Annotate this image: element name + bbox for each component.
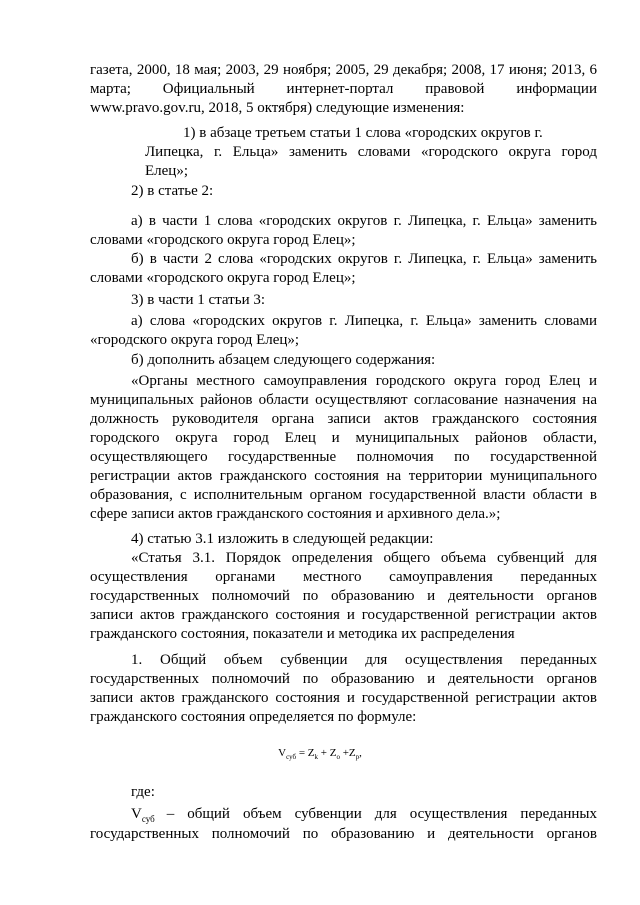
text-line: государственных полномочий по образованию и деятельности органов	[90, 826, 597, 842]
text-line: www.pravo.gov.ru, 2018, 5 октября) следующие изменения:	[90, 100, 465, 116]
text-line: 1) в абзаце третьем статьи 1 слова «городских округов г.	[183, 125, 543, 141]
text-line: городского округа город Елец и муниципальных районов области,	[90, 430, 597, 446]
text-line: б) дополнить абзацем следующего содержания:	[131, 352, 436, 368]
text-line: 1. Общий объем субвенции для осуществления переданных	[131, 652, 597, 668]
text-line: записи актов гражданского состояния и государственной регистрации актов	[90, 690, 597, 706]
text-line: 4) статью 3.1 изложить в следующей редакции:	[131, 531, 434, 547]
text-line: осуществления органами местного самоуправления переданных	[90, 569, 597, 585]
text-line: «Органы местного самоуправления городского округа город Елец и	[131, 373, 597, 389]
text-line: газета, 2000, 18 мая; 2003, 29 ноября; 2005, 29 декабря; 2008, 17 июня; 2013, 6	[90, 62, 597, 78]
text-line: 3) в части 1 статьи 3:	[131, 292, 266, 308]
text-line: «Статья 3.1. Порядок определения общего объема субвенций для	[131, 550, 597, 566]
text-line: 2) в статье 2:	[131, 183, 214, 199]
text-line: «городского округа город Елец»;	[90, 332, 300, 348]
text-line: регистрации актов гражданского состояния на территории муниципального	[90, 468, 597, 484]
text-line: государственных полномочий по образованию и деятельности органов	[90, 588, 597, 604]
text-line: образования, с исполнительным органом государственной власти области в	[90, 487, 597, 503]
text-line: где:	[131, 784, 155, 800]
text-line: гражданского состояния, показатели и методика их распределения	[90, 626, 515, 642]
text-line: муниципальных районов области осуществляют согласование назначения на	[90, 392, 597, 408]
text-line: словами «городского округа город Елец»;	[90, 232, 356, 248]
text-line: сфере записи актов гражданского состояния и архивного дела.»;	[90, 506, 501, 522]
text-line: б) в части 2 слова «городских округов г. Липецка, г. Ельца» заменить	[131, 251, 597, 267]
text-line: должность руководителя органа записи актов гражданского состояния	[90, 411, 597, 427]
text-line: $V_{суб}$ – общий объем субвенции для осуществления переданных	[131, 805, 597, 828]
text-line: гражданского состояния определяется по формуле:	[90, 709, 417, 725]
text-line: записи актов гражданского состояния и государственной регистрации актов	[90, 607, 597, 623]
text-line: а) в части 1 слова «городских округов г. Липецка, г. Ельца» заменить	[131, 213, 597, 229]
text-line: осуществляющего государственные полномочия по государственной	[90, 449, 597, 465]
text-line: Елец»;	[145, 163, 189, 179]
text-line: марта; Официальный интернет-портал правовой информации	[90, 81, 597, 97]
text-line: государственных полномочий по образованию и деятельности органов	[90, 671, 597, 687]
vsub-symbol: $V_{суб}$	[131, 806, 155, 824]
formula: $V_{суб} = Z_k + Z_о +Z_р$,	[278, 747, 362, 762]
text-line: Липецка, г. Ельца» заменить словами «городского округа город	[145, 144, 597, 160]
text-line: словами «городского округа город Елец»;	[90, 270, 356, 286]
text-line: а) слова «городских округов г. Липецка, г. Ельца» заменить словами	[131, 313, 597, 329]
